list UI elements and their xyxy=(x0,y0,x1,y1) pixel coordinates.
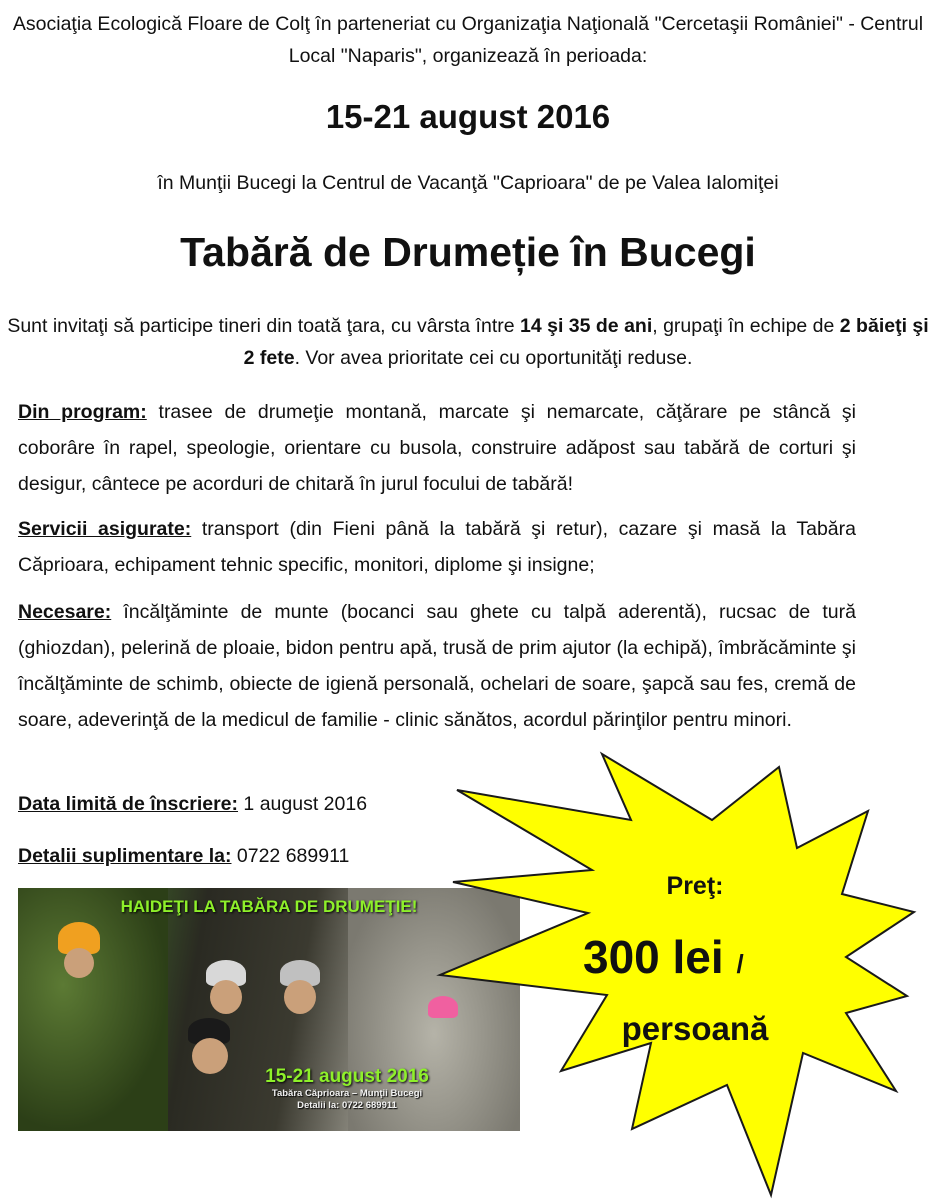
face-shape xyxy=(64,948,94,978)
program-section xyxy=(18,394,856,502)
age-range: 14 şi 35 de ani xyxy=(520,315,653,337)
face-shape xyxy=(192,1038,228,1074)
face-shape xyxy=(210,980,242,1014)
needs-section xyxy=(18,594,856,738)
face-shape xyxy=(284,980,316,1014)
helmet-shape xyxy=(428,996,458,1018)
intro-text: Asociaţia Ecologică Floare de Colţ în parteneriat cu Organizaţia Naţională "Cercetaşii României" - Centrul Local "Naparis", organizează în perioada: xyxy=(12,13,924,67)
invite-part2: , grupaţi în echipe de xyxy=(652,315,840,337)
promo-photo xyxy=(18,888,520,1131)
page-title: Tabără de Drumeție în Bucegi xyxy=(180,229,756,275)
price-value xyxy=(583,927,823,994)
price-unit: persoană xyxy=(621,1010,769,1047)
price-amount: 300 lei xyxy=(583,931,724,983)
photo-place: Tabăra Căprioara – Munţii Bucegi xyxy=(271,1088,423,1099)
needs-label: Necesare: xyxy=(18,601,112,623)
services-text: transport (din Fieni până la tabără şi retur), cazare şi masă la Tabăra Căprioara, echipament tehnic specific, monitori, diplome şi insigne; xyxy=(18,518,856,576)
program-label: Din program: xyxy=(18,401,147,423)
deadline-label: Data limită de înscriere: xyxy=(18,793,239,815)
program-text: trasee de drumeţie montană, marcate şi nemarcate, căţărare pe stâncă şi coborâre în rapel, speologie, orientare cu busola, construire adăpost sau tabără de corturi şi desigur, cântece pe acorduri de chitară în jurul focului de tabără! xyxy=(18,401,857,495)
photo-contact: Detalii la: 0722 689911 xyxy=(297,1100,397,1111)
photo-dates: 15-21 august 2016 xyxy=(265,1066,429,1087)
needs-text: încălţăminte de munte (bocanci sau ghete cu talpă aderentă), rucsac de tură (ghiozdan), pelerină de ploaie, bidon pentru apă, trusă de prim ajutor (la echipă), îmbrăcăminte şi încălţăminte de schimb, obiecte de igienă personală, ochelari de soare, şapcă sau fes, cremă de soare, adeverinţă de la medicul de familie - clinic sănătos, acordul părinţilor pentru minori. xyxy=(18,601,856,731)
team-composition: 2 băieţi şi 2 fete xyxy=(243,315,929,369)
price-slash: / xyxy=(736,949,744,979)
event-dates: 15-21 august 2016 xyxy=(325,98,611,135)
services-label: Servicii asigurate: xyxy=(18,518,192,540)
photo-headline: HAIDEŢI LA TABĂRA DE DRUMEŢIE! xyxy=(120,897,418,916)
invitation-text xyxy=(0,310,936,374)
invite-part1: Sunt invitaţi să participe tineri din toată ţara, cu vârsta între xyxy=(7,315,520,337)
invite-part3: . Vor avea prioritate cei cu oportunităţi reduse. xyxy=(294,347,693,369)
details-label: Detalii suplimentare la: xyxy=(18,845,232,867)
services-section xyxy=(18,511,856,583)
price-label: Preţ: xyxy=(666,872,724,900)
photo-climber-area xyxy=(18,888,168,1131)
photo-place-contact xyxy=(252,1088,442,1112)
deadline-value: 1 august 2016 xyxy=(238,793,368,815)
details-phone: 0722 689911 xyxy=(231,845,350,867)
event-location: în Munţii Bucegi la Centrul de Vacanţă "Caprioara" de pe Valea Ialomiţei xyxy=(157,172,779,194)
